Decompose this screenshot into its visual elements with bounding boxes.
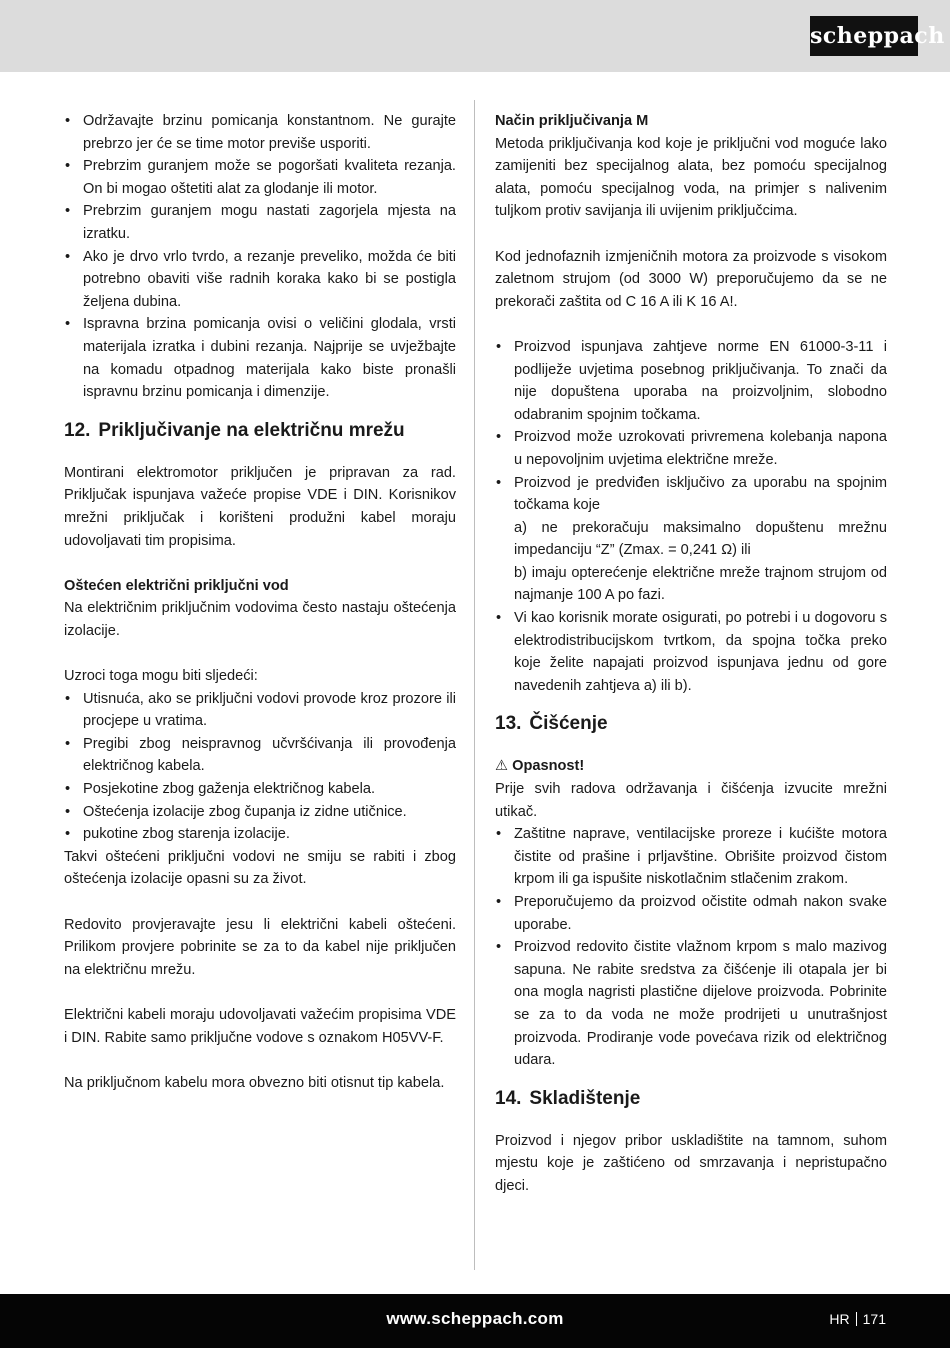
list-item: • Održavajte brzinu pomicanja konstantnom. Ne gurajte prebrzo jer će se time motor previše usporiti. — [64, 110, 456, 155]
list-item: • Prebrzim guranjem mogu nastati zagorjela mjesta na izratku. — [64, 200, 456, 245]
warning-triangle-icon: ⚠ — [495, 758, 509, 775]
website-link[interactable]: www.scheppach.com — [386, 1309, 564, 1328]
list-item: • pukotine zbog starenja izolacije. — [64, 823, 456, 846]
paragraph: Redovito provjeravajte jesu li električni kabeli oštećeni. Prilikom provjere pobrinite se za to da kabel nije priključen na električnu mrežu. — [64, 916, 456, 978]
separator — [856, 1312, 857, 1326]
brand-logo: scheppach — [810, 16, 918, 56]
list-item-text: a) ne prekoračuju maksimalno dopuštenu mrežnu impedanciju “Z” (Zmax. = 0,241 Ω) ili — [514, 519, 887, 559]
list-item-text: b) imaju opterećenje električne mreže trajnom strujom od najmanje 100 A po fazi. — [514, 564, 887, 604]
list-item: • Proizvod redovito čistite vlažnom krpom s malo mazivog sapuna. Ne rabite sredstva za čišćenje ili otapala jer bi ona mogla nagristi plastične dijelove proizvoda. Pobrinite se za to da voda ne može prodrijeti u unutrašnjost proizvoda. Prodiranje vode povećava rizik od električnog udara. — [495, 936, 887, 1072]
left-column — [64, 110, 456, 1094]
list-item: • Proizvod ispunjava zahtjeve norme EN 61000-3-11 i podliježe uvjetima posebnog priključivanja. To znači da nije dopuštena uporaba na proizvoljnim, slobodno odabranim spojnim točkama. — [495, 336, 887, 426]
paragraph: Metoda priključivanja kod koje je priključni vod moguće lako zamijeniti bez specijalnog alata, bez pomoću specijalnog alata, pomoću specijalnog voda, na primjer s nalivenim tuljkom protiv savijanja ili uvijenim priključcima. — [495, 135, 887, 220]
page-indicator — [829, 1294, 886, 1344]
paragraph: Proizvod i njegov pribor uskladištite na tamnom, suhom mjestu koje je zaštićeno od smrzavanja i nepristupačno djeci. — [495, 1132, 887, 1194]
section-title: Priključivanje na električnu mrežu — [98, 419, 405, 441]
section-13-heading — [495, 711, 887, 737]
list-item: • Utisnuća, ako se priključni vodovi provode kroz prozore ili procjepe u vratima. — [64, 688, 456, 733]
language-code: HR — [829, 1311, 850, 1327]
paragraph: Na električnim priključnim vodovima često nastaju oštećenja izolacije. — [64, 600, 456, 639]
list-item: • Vi kao korisnik morate osigurati, po potrebi i u dogovoru s elektrodistribucijskom tvrtkom, da spojna točka preko koje želite napajati proizvod ispunjava jednu od gore navedenih zahtjeva a) ili b). — [495, 607, 887, 697]
list-item: • Ako je drvo vrlo tvrdo, a rezanje preveliko, možda će biti potrebno obaviti više radnih koraka kako bi se postigla željena dubina. — [64, 246, 456, 314]
right-column — [495, 110, 887, 1198]
paragraph: Na priključnom kabelu mora obvezno biti otisnut tip kabela. — [64, 1074, 445, 1091]
paragraph: Kod jednofaznih izmjeničnih motora za proizvode s visokom zaletnom strujom (od 3000 W) preporučujemo da se ne prekorači zaštita od C 16 A ili K 16 A!. — [495, 248, 887, 310]
list-item: • Preporučujemo da proizvod očistite odmah nakon svake uporabe. — [495, 891, 887, 936]
requirements-list — [495, 336, 887, 698]
column-divider — [474, 100, 475, 1270]
list-item — [495, 472, 887, 608]
list-item: • Pregibi zbog neispravnog učvršćivanja ili provođenja električnog kabela. — [64, 733, 456, 778]
list-item: • Oštećenja izolacije zbog čupanja iz zidne utičnice. — [64, 801, 456, 824]
section-14-heading — [495, 1086, 887, 1112]
danger-label — [495, 755, 887, 778]
subheading: Oštećen električni priključni vod — [64, 577, 289, 594]
paragraph: Prije svih radova održavanja i čišćenja izvucite mrežni utikač. — [495, 781, 887, 820]
feed-tips-list — [64, 110, 456, 404]
paragraph: Montirani elektromotor priključen je pripravan za rad. Priključak ispunjava važeće propise VDE i DIN. Korisnikov mrežni priključak i korišteni produžni kabel moraju udovoljavati tim propisima. — [64, 464, 456, 549]
paragraph: Takvi oštećeni priključni vodovi ne smiju se rabiti i zbog oštećenja izolacije opasni su za život. — [64, 848, 456, 888]
footer-bar — [0, 1294, 950, 1348]
list-item: • Prebrzim guranjem može se pogoršati kvaliteta rezanja. On bi mogao oštetiti alat za glodanje ili motor. — [64, 155, 456, 200]
header-bar — [0, 0, 950, 72]
list-item: • Posjekotine zbog gaženja električnog kabela. — [64, 778, 456, 801]
section-number: 13. — [495, 713, 522, 735]
cleaning-list — [495, 823, 887, 1072]
page-number: 171 — [862, 1311, 886, 1327]
section-number: 14. — [495, 1087, 522, 1109]
list-item: • Ispravna brzina pomicanja ovisi o veličini glodala, vrsti materijala izratka i dubini rezanja. Najprije se uvježbajte na komadu otpadnog materijala kako biste pronašli ispravnu brzinu pomicanja i dimenzije. — [64, 313, 456, 403]
section-title: Čišćenje — [529, 713, 608, 735]
list-item-text: • Proizvod je predviđen isključivo za uporabu na spojnim točkama koje — [514, 474, 887, 514]
paragraph: Električni kabeli moraju udovoljavati važećim propisima VDE i DIN. Rabite samo priključne vodove s oznakom H05VV-F. — [64, 1006, 456, 1046]
paragraph: Uzroci toga mogu biti sljedeći: — [64, 668, 258, 685]
list-item: • Proizvod može uzrokovati privremena kolebanja napona u nepovoljnim uvjetima električne mreže. — [495, 426, 887, 471]
section-12-heading — [64, 418, 456, 444]
subheading: Način priključivanja M — [495, 113, 649, 129]
section-title: Skladištenje — [529, 1087, 641, 1109]
section-number: 12. — [64, 419, 91, 441]
danger-text-label: Opasnost! — [512, 758, 585, 775]
causes-list — [64, 688, 456, 846]
list-item: • Zaštitne naprave, ventilacijske proreze i kućište motora čistite od prašine i prljavštine. Obrišite proizvod čistom krpom ili ga ispušite niskotlačnim stlačenim zrakom. — [495, 823, 887, 891]
